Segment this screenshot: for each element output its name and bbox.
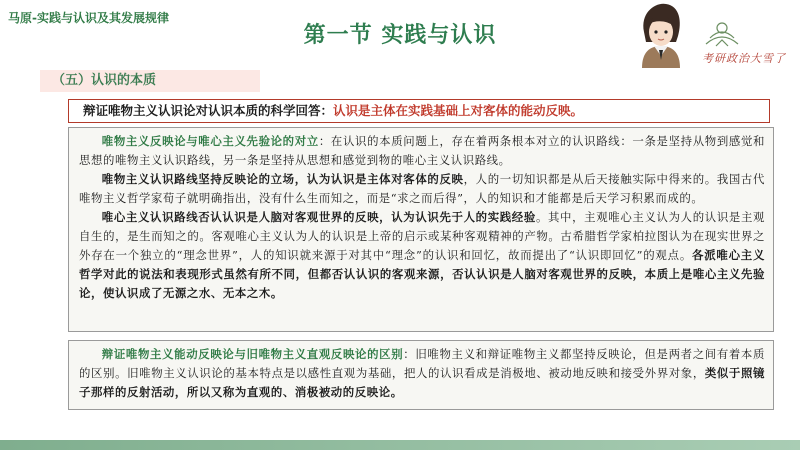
content-box-difference bbox=[68, 340, 774, 410]
section-label: （五）认识的本质 bbox=[40, 70, 260, 92]
paragraph-text: ，人的一切知识都是从后天接触实际中得来的。我国古代唯物主义哲学家荀子就明确指出，没有什么生而知之，而是“求之而后得”，人的知识和才能都是后天学习积累而成的。 bbox=[79, 172, 765, 205]
paragraph-text: 。其中，主观唯心主义认为人的认识是主观自生的，是生而知之的。客观唯心主义认为人的认识是上帝的启示或某种客观精神的产物。古希腊哲学家柏拉图认为在现实世界之外存在一个独立的“理念世界”，人的知识就来源于对其中“理念”的认识和回忆，故而提出了“认识即回忆”的观点。 bbox=[79, 210, 765, 262]
paragraph-bold: 唯心主义认识路线否认认识是人脑对客观世界的反映，认为认识先于人的实践经验 bbox=[101, 210, 536, 224]
paragraph-materialism bbox=[79, 170, 765, 208]
avatar bbox=[636, 2, 684, 68]
paragraph-bold: 类似于照镜子那样的反射活动，所以又称为直观的、消极被动的反映论。 bbox=[79, 366, 765, 399]
paragraph-bold-conclusion: 各派唯心主义哲学对此的说法和表现形式虽然有所不同，但都否认认识的客观来源，否认认识是人脑对客观世界的反映，本质上是唯心主义先验论，使认识成了无源之水、无本之木。 bbox=[79, 248, 765, 300]
content-box-reflection bbox=[68, 127, 774, 332]
paragraph-idealism bbox=[79, 208, 765, 303]
paragraph-heading: 辩证唯物主义能动反映论与旧唯物主义直观反映论的区别 bbox=[101, 347, 404, 361]
paragraph-text: ：旧唯物主义和辩证唯物主义都坚持反映论，但是两者之间有着本质的区别。旧唯物主义认识论的基本特点是以感性直观为基础，把人的认识看成是消极地、被动地反映和接受外界对象， bbox=[79, 347, 765, 380]
breadcrumb: 马原-实践与认识及其发展规律 bbox=[8, 11, 169, 25]
paragraph-opposition bbox=[79, 132, 765, 170]
page-title: 第一节 实践与认识 bbox=[303, 23, 497, 48]
answer-highlight: 认识是主体在实践基础上对客体的能动反映。 bbox=[333, 103, 584, 118]
paragraph-bold: 唯物主义认识路线坚持反映论的立场，认为认识是主体对客体的反映 bbox=[101, 172, 464, 186]
paragraph-text: ：在认识的本质问题上，存在着两条根本对立的认识路线：一条是坚持从物到感觉和思想的唯物主义认识路线，另一条是坚持从思想和感觉到物的唯心主义认识路线。 bbox=[79, 134, 765, 167]
answer-prefix: 辩证唯物主义认识论对认识本质的科学回答： bbox=[83, 103, 334, 118]
bottom-bar bbox=[0, 440, 800, 450]
logo-text: 考研政治大雪了 bbox=[702, 52, 786, 65]
paragraph-heading: 唯物主义反映论与唯心主义先验论的对立 bbox=[101, 134, 319, 148]
paragraph-difference bbox=[79, 345, 765, 402]
answer-box bbox=[68, 99, 770, 123]
